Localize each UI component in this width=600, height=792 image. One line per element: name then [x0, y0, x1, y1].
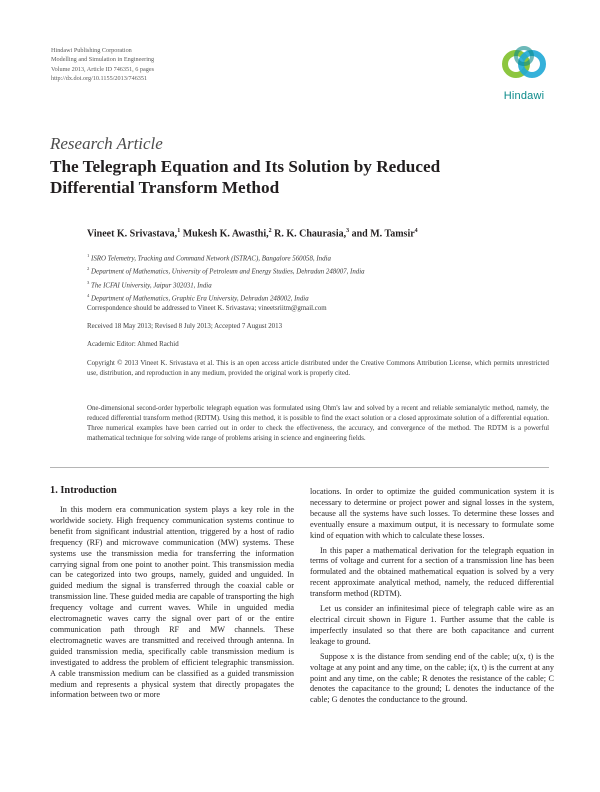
body-paragraph: In this modern era communication system plays a key role in the worldwide society. High frequency communication systems continue to benefit from significant industrial attention, triggered by a host of radio frequency (RF) and microwave communication (MW) systems. These systems use the transmission media for transferring the information carrying signal from one point to another point. This transmission media can be categorized into two groups, namely, guided and unguided. In guided medium the signal is transferred through the coaxial cable or transmission line. These guided media are capable of transporting the high frequency voltage and current waves. While in unguided media electromagnetic waves carry the signal over part of or the entire communication path through RF and MW channels. These electromagnetic waves are transmitted and received through antenna. In guided transmission media, specifically cable transmission medium is investigated to address the problem of efficient telegraphic transmission. A cable transmission medium can be classified as a guided transmission medium and represents a physical system that directly propagates the information between two or more: [50, 505, 294, 700]
article-dates: Received 18 May 2013; Revised 8 July 2013; Accepted 7 August 2013: [87, 323, 283, 330]
journal-name: Modelling and Simulation in Engineering: [51, 56, 155, 64]
academic-editor: Academic Editor: Ahmed Rachid: [87, 341, 179, 348]
author-name: Vineet K. Srivastava,: [87, 228, 178, 240]
author-aff-mark: 3: [346, 228, 350, 234]
paper-title: The Telegraph Equation and Its Solution by Reduced Differential Transform Method: [50, 157, 441, 197]
body-paragraph: In this paper a mathematical derivation for the telegraph equation in terms of voltage and current for a section of a transmission line has been formulated and the obtained mathematical equation is solved by a very recent approximate analytical method, namely, the reduced differential transform method (RDTM).: [310, 545, 554, 599]
affiliations: [87, 251, 549, 304]
section-heading: 1. Introduction: [50, 485, 117, 496]
author-aff-mark: 4: [414, 228, 418, 234]
copyright-notice: Copyright © 2013 Vineet K. Srivastava et al. This is an open access article distributed under the Creative Commons Attribution License, which permits unrestricted use, distribution, and reproduction in any medium, provided the original work is properly cited.: [87, 360, 549, 377]
author-name: and M. Tamsir: [351, 228, 415, 240]
section-divider: [50, 467, 549, 468]
article-type: Research Article: [50, 134, 163, 153]
header-meta: [51, 46, 154, 84]
publisher: Hindawi Publishing Corporation: [51, 47, 132, 54]
body-paragraph: locations. In order to optimize the guided communication system it is necessary to determine or project power and signal losses in the system, because all the systems have such losses. To determine these losses and eventually ensure a maximum output, it is necessary to formulate some kind of equation with which to calculate these losses.: [310, 487, 554, 540]
author-aff-mark: 1: [177, 228, 181, 234]
author-name: R. K. Chaurasia,: [274, 228, 347, 240]
logo-text: Hindawi: [503, 90, 545, 102]
affiliation: $^1$ ISRO Telemetry, Tracking and Command Network (ISTRAC), Bangalore 560058, India: [87, 253, 331, 263]
affiliation: $^3$ The ICFAI University, Jaipur 302031, India: [87, 279, 212, 289]
body-paragraph: Suppose x is the distance from sending end of the cable; u(x, t) is the voltage at any point and any time, on the cable; i(x, t) is the current at any point and any time, on the cable; R denotes the resistance of the cable; C denotes the capacitance to the ground; L denotes the inductance of the cable; G denotes the conductance to the ground.: [310, 651, 554, 705]
volume-info: Volume 2013, Article ID 746351, 6 pages: [51, 65, 154, 73]
author-aff-mark: 2: [268, 228, 272, 234]
body-paragraph: Let us consider an infinitesimal piece of telegraph cable wire as an electrical circuit shown in Figure 1. Further assume that the cable is imperfectly insulated so that there are both capacitance and current leakage to ground.: [310, 604, 554, 646]
affiliation: $^2$ Department of Mathematics, University of Petroleum and Energy Studies, Dehradun 248007, India: [87, 266, 365, 276]
author-name: Mukesh K. Awasthi,: [182, 228, 269, 240]
affiliation: $^4$ Department of Mathematics, Graphic Era University, Dehradun 248002, India: [87, 292, 309, 303]
doi-link[interactable]: http://dx.doi.org/10.1155/2013/746351: [51, 75, 148, 83]
abstract: One-dimensional second-order hyperbolic telegraph equation was formulated using Ohm's law and solved by a recent and reliable semianalytic method, namely, the reduced differential transform method (RDTM). Using this method, it is possible to find the exact solution or a closed approximate solution of a differential equation. Three numerical examples have been carried out in order to check the effectiveness, the accuracy, and convergence of the method. The RDTM is a powerful mathematical technique for solving wide range of problems arising in science and engineering fields.: [87, 405, 549, 442]
author-list: [87, 228, 418, 239]
correspondence: Correspondence should be addressed to Vineet K. Srivastava; vineetsriitm@gmail.com: [87, 305, 327, 312]
right-column: [310, 487, 554, 706]
left-column: [50, 505, 294, 701]
